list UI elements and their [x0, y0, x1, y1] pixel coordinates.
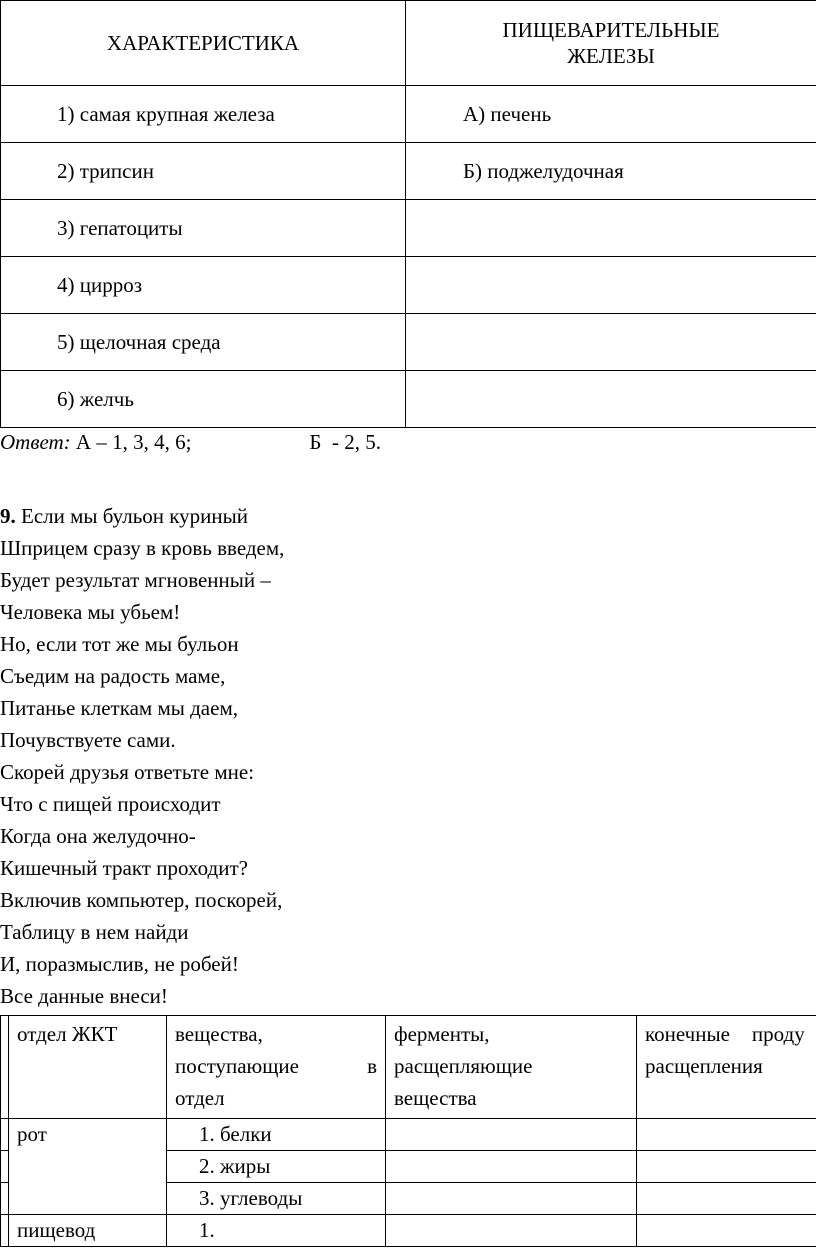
header-enzymes-line1: ферменты,: [394, 1022, 490, 1046]
margin-cell: [1, 1016, 9, 1119]
header-col2-line2: ЖЕЛЕЗЫ: [567, 44, 655, 68]
margin-cell: [1, 1215, 9, 1247]
header-products: [637, 1016, 816, 1119]
gland-cell: А) печень: [406, 86, 816, 143]
gland-cell: [406, 257, 816, 314]
poem-line: Скорей друзья ответьте мне:: [0, 760, 255, 784]
product-cell: [637, 1183, 816, 1215]
digestion-table-header: [1, 1016, 816, 1119]
header-substances-word2: в: [367, 1054, 377, 1078]
table-row: [1, 1215, 816, 1247]
poem-line: Все данные внеси!: [0, 984, 168, 1008]
gland-cell: [406, 371, 816, 428]
substance-cell: 2. жиры: [167, 1151, 386, 1183]
header-enzymes: [386, 1016, 637, 1119]
product-cell: [637, 1215, 816, 1247]
poem-line: Съедим на радость маме,: [0, 664, 226, 688]
header-products-line2: расщепления: [645, 1054, 763, 1078]
header-section-text: отдел ЖКТ: [17, 1022, 118, 1046]
table-row: [1, 1119, 816, 1151]
poem-line: Когда она желудочно-: [0, 824, 196, 848]
margin-cell: [1, 1183, 9, 1215]
poem-line: Включив компьютер, поскорей,: [0, 888, 283, 912]
header-substances-line1: вещества,: [175, 1022, 263, 1046]
margin-cell: [1, 1119, 9, 1151]
header-substances-word1: поступающие: [175, 1054, 299, 1078]
table-row: [1, 200, 816, 257]
poem-line: Человека мы убьем!: [0, 600, 181, 624]
characteristic-cell: 3) гепатоциты: [1, 200, 406, 257]
poem-line: [0, 500, 284, 532]
product-cell: [637, 1119, 816, 1151]
header-products-word2: проду: [751, 1022, 805, 1046]
table-row: [1, 86, 816, 143]
answer-label: Ответ:: [0, 430, 71, 454]
header-substances-line3: отдел: [175, 1086, 225, 1110]
substance-cell: 3. углеводы: [167, 1183, 386, 1215]
poem-line: Почувствуете сами.: [0, 728, 176, 752]
header-enzymes-line2: расщепляющие: [394, 1054, 533, 1078]
header-col2-line1: ПИЩЕВАРИТЕЛЬНЫЕ: [502, 18, 720, 42]
characteristic-cell: 5) щелочная среда: [1, 314, 406, 371]
poem-line: Кишечный тракт проходит?: [0, 856, 248, 880]
header-section: [9, 1016, 167, 1119]
section-cell-pishchevod: пищевод: [9, 1215, 167, 1247]
matching-table: [0, 0, 816, 428]
task9-poem: [0, 500, 284, 1012]
table-row: [1, 314, 816, 371]
header-products-word1: конечные: [645, 1022, 730, 1046]
header-products-line1: [645, 1018, 816, 1050]
header-col1-text: ХАРАКТЕРИСТИКА: [106, 31, 300, 55]
characteristic-cell: 4) цирроз: [1, 257, 406, 314]
section-cell-rot: рот: [9, 1119, 167, 1215]
header-characteristic: [1, 1, 406, 86]
table-row: [1, 371, 816, 428]
matching-table-header: [1, 1, 816, 86]
answer-b: Б - 2, 5.: [309, 430, 381, 454]
task-number: 9.: [0, 504, 16, 528]
digestion-table: [0, 1015, 816, 1247]
gland-cell: [406, 314, 816, 371]
poem-line: И, поразмыслив, не робей!: [0, 952, 239, 976]
header-substances-line2: [175, 1050, 377, 1082]
product-cell: [637, 1151, 816, 1183]
poem-line: Что с пищей происходит: [0, 792, 221, 816]
answer-line: [0, 430, 381, 455]
poem-line-text: Если мы бульон куриный: [21, 504, 249, 528]
gland-cell: Б) поджелудочная: [406, 143, 816, 200]
poem-line: Шприцем сразу в кровь введем,: [0, 536, 285, 560]
header-substances: [167, 1016, 386, 1119]
enzyme-cell: [386, 1151, 637, 1183]
answer-a: А – 1, 3, 4, 6;: [75, 430, 192, 454]
poem-line: Таблицу в нем найди: [0, 920, 189, 944]
substance-cell: 1. белки: [167, 1119, 386, 1151]
characteristic-cell: 2) трипсин: [1, 143, 406, 200]
header-glands: [406, 1, 816, 86]
characteristic-cell: 6) желчь: [1, 371, 406, 428]
poem-line: Но, если тот же мы бульон: [0, 632, 239, 656]
poem-line: Будет результат мгновенный –: [0, 568, 271, 592]
enzyme-cell: [386, 1183, 637, 1215]
margin-cell: [1, 1151, 9, 1183]
substance-cell: 1.: [167, 1215, 386, 1247]
characteristic-cell: 1) самая крупная железа: [1, 86, 406, 143]
enzyme-cell: [386, 1119, 637, 1151]
table-row: [1, 143, 816, 200]
poem-line: Питанье клеткам мы даем,: [0, 696, 238, 720]
table-row: [1, 257, 816, 314]
enzyme-cell: [386, 1215, 637, 1247]
header-enzymes-line3: вещества: [394, 1086, 477, 1110]
gland-cell: [406, 200, 816, 257]
